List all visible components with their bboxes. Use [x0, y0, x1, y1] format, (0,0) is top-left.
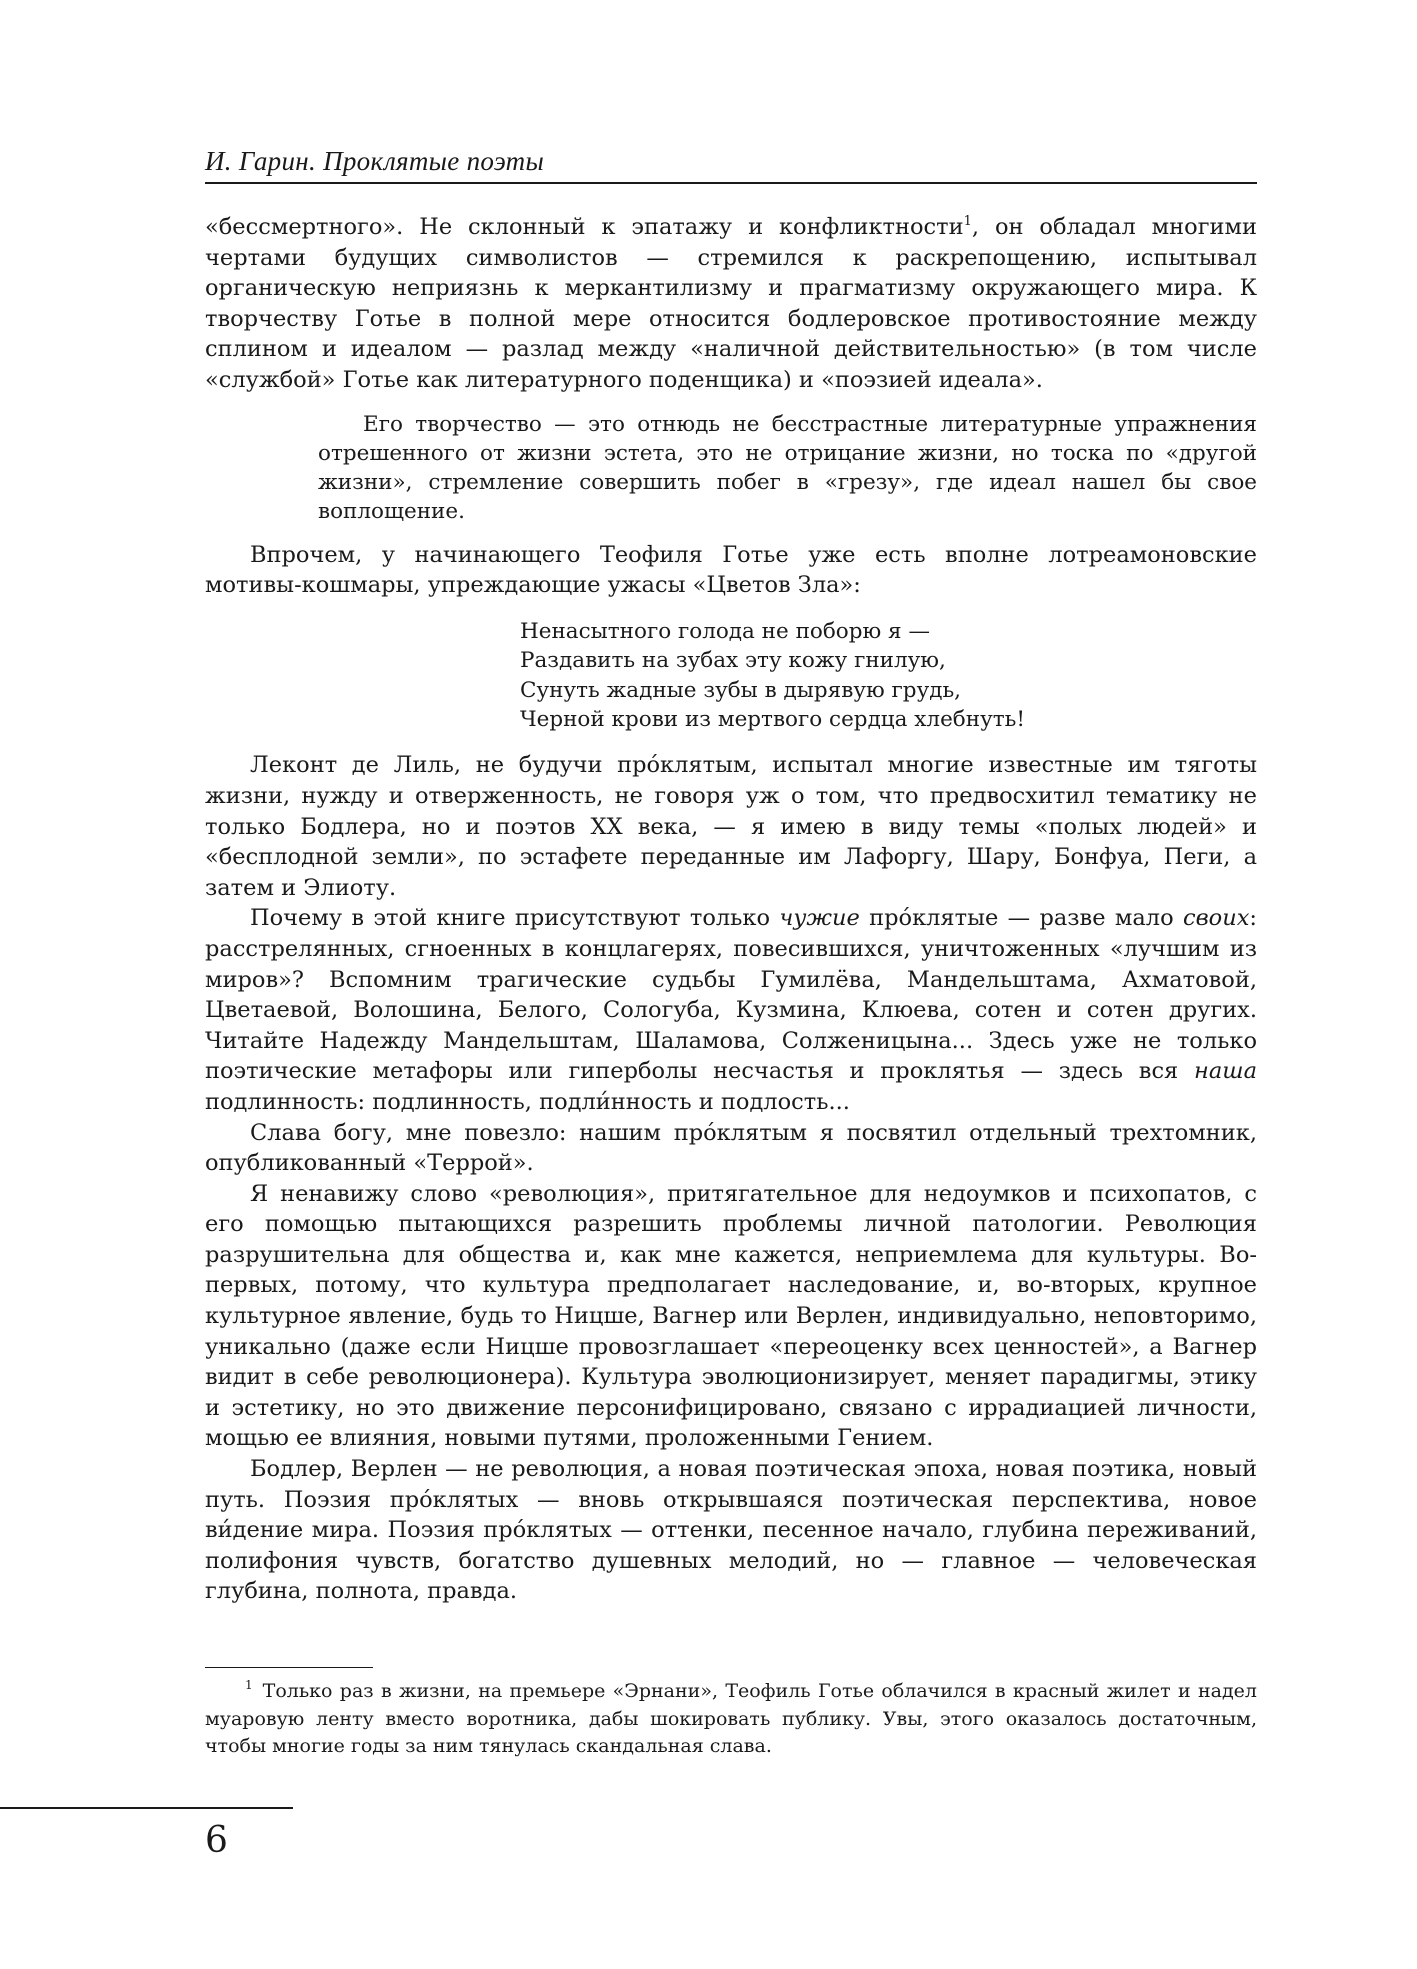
paragraph-4-text: Почему в этой книге присутствуют только	[250, 905, 780, 932]
verse-line: Ненасытного голода не поборю я —	[520, 618, 930, 644]
header-rule	[205, 182, 1257, 184]
paragraph-1-rest: , он обладал многими чертами будущих символистов — стремился к раскрепощению, испытывал органическую неприязнь к меркантилизму и прагматизму окружающего мира. К творчеству Готье в полной мере относится бодлеровское противостояние между сплином и идеалом — разлад между «наличной действительностью» (в том числе «службой» Готье как литературного поденщика) и «поэзией идеала».	[205, 214, 1257, 393]
paragraph-1	[205, 212, 1257, 396]
paragraph-2: Впрочем, у начинающего Теофиля Готье уже есть вполне лотреамоновские мотивы-кошмары, упреждающие ужасы «Цветов Зла»:	[205, 541, 1257, 599]
footnote-text: Только раз в жизни, на премьере «Эрнани», Теофиль Готье облачился в красный жилет и надел муаровую ленту вместо воротника, дабы шокировать публику. Увы, этого оказалось достаточным, чтобы многие годы за ним тянулась скандальная слава.	[205, 1680, 1257, 1757]
paragraph-3: Леконт де Лиль, не будучи прóклятым, испытал многие известные им тяготы жизни, нужду и отверженность, не говоря уж о том, что предвосхитил тематику не только Бодлера, но и поэтов XX века, — я имею в виду темы «полых людей» и «бесплодной земли», по эстафете переданные им Лафоргу, Шару, Бонфуа, Пеги, а затем и Элиоту.	[205, 752, 1257, 901]
verse-quote	[520, 617, 1257, 735]
footnote-ref[interactable]: 1	[963, 214, 972, 229]
paragraph-4	[205, 903, 1257, 1117]
verse-line: Раздавить на зубах эту кожу гнилую,	[520, 648, 946, 674]
block-quote: Его творчество — это отнюдь не бесстрастные литературные упражнения отрешенного от жизни эстета, это не отрицание жизни, но тоска по «другой жизни», стремление совершить побег в «грезу», где идеал нашел бы свое воплощение.	[318, 411, 1257, 524]
paragraph-1-start: «бессмертного». Не склонный к эпатажу и конфликтности	[205, 214, 964, 240]
paragraph-4-text: подлинность: подлинность, подли́нность и подлость...	[205, 1088, 850, 1115]
paragraph-4-text: : расстрелянных, сгноенных в концлагерях, повесившихся, уничтоженных «лучшим из миров»? Вспомним трагические судьбы Гумилёва, Мандельштама, Ахматовой, Цветаевой, Волошина, Белого, Сологуба, Кузмина, Клюева, сотен и сотен других. Читайте Надежду Мандельштам, Шаламова, Солженицына... Здесь уже не только поэтические метафоры или гиперболы несчастья и проклятья — здесь вся	[205, 905, 1257, 1085]
italic-word: наша	[1194, 1058, 1257, 1085]
paragraph-7: Бодлер, Верлен — не революция, а новая поэтическая эпоха, новая поэтика, новый путь. Поэзия прóклятых — вновь открывшаяся поэтическая перспектива, новое ви́дение мира. Поэзия прóклятых — оттенки, песенное начало, глубина переживаний, полифония чувств, богатство душевных мелодий, но — главное — человеческая глубина, полнота, правда.	[205, 1456, 1257, 1605]
footnote	[205, 1678, 1257, 1761]
italic-word: своих	[1182, 905, 1250, 932]
footnote-marker: 1	[245, 1678, 253, 1692]
verse-line: Сунуть жадные зубы в дырявую грудь,	[520, 677, 961, 703]
main-text	[205, 212, 1257, 1607]
verse-line: Черной крови из мертвого сердца хлебнуть!	[520, 706, 1025, 732]
running-head: И. Гарин. Проклятые поэты	[205, 146, 545, 176]
footer-rule	[0, 1807, 293, 1809]
italic-word: чужие	[779, 905, 860, 932]
paragraph-6: Я ненавижу слово «революция», притягательное для недоумков и психопатов, с его помощью пытающихся разрешить проблемы личной патологии. Революция разрушительна для общества и, как мне кажется, неприемлема для культуры. Во-первых, потому, что культура предполагает наследование, и, во-вторых, крупное культурное явление, будь то Ницше, Вагнер или Верлен, индивидуально, неповторимо, уникально (даже если Ницше провозглашает «переоценку всех ценностей», а Вагнер видит в себе революционера). Культура эволюционизирует, меняет парадигмы, этику и эстетику, но это движение персонифицировано, связано с иррадиацией личности, мощью ее влияния, новыми путями, проложенными Гением.	[205, 1180, 1257, 1452]
footnote-rule	[205, 1667, 373, 1668]
paragraph-5: Слава богу, мне повезло: нашим прóклятым я посвятил отдельный трехтомник, опубликованный «Террой».	[205, 1119, 1257, 1177]
paragraph-4-text: прóклятые — разве мало	[859, 905, 1183, 932]
page-number: 6	[205, 1820, 228, 1861]
